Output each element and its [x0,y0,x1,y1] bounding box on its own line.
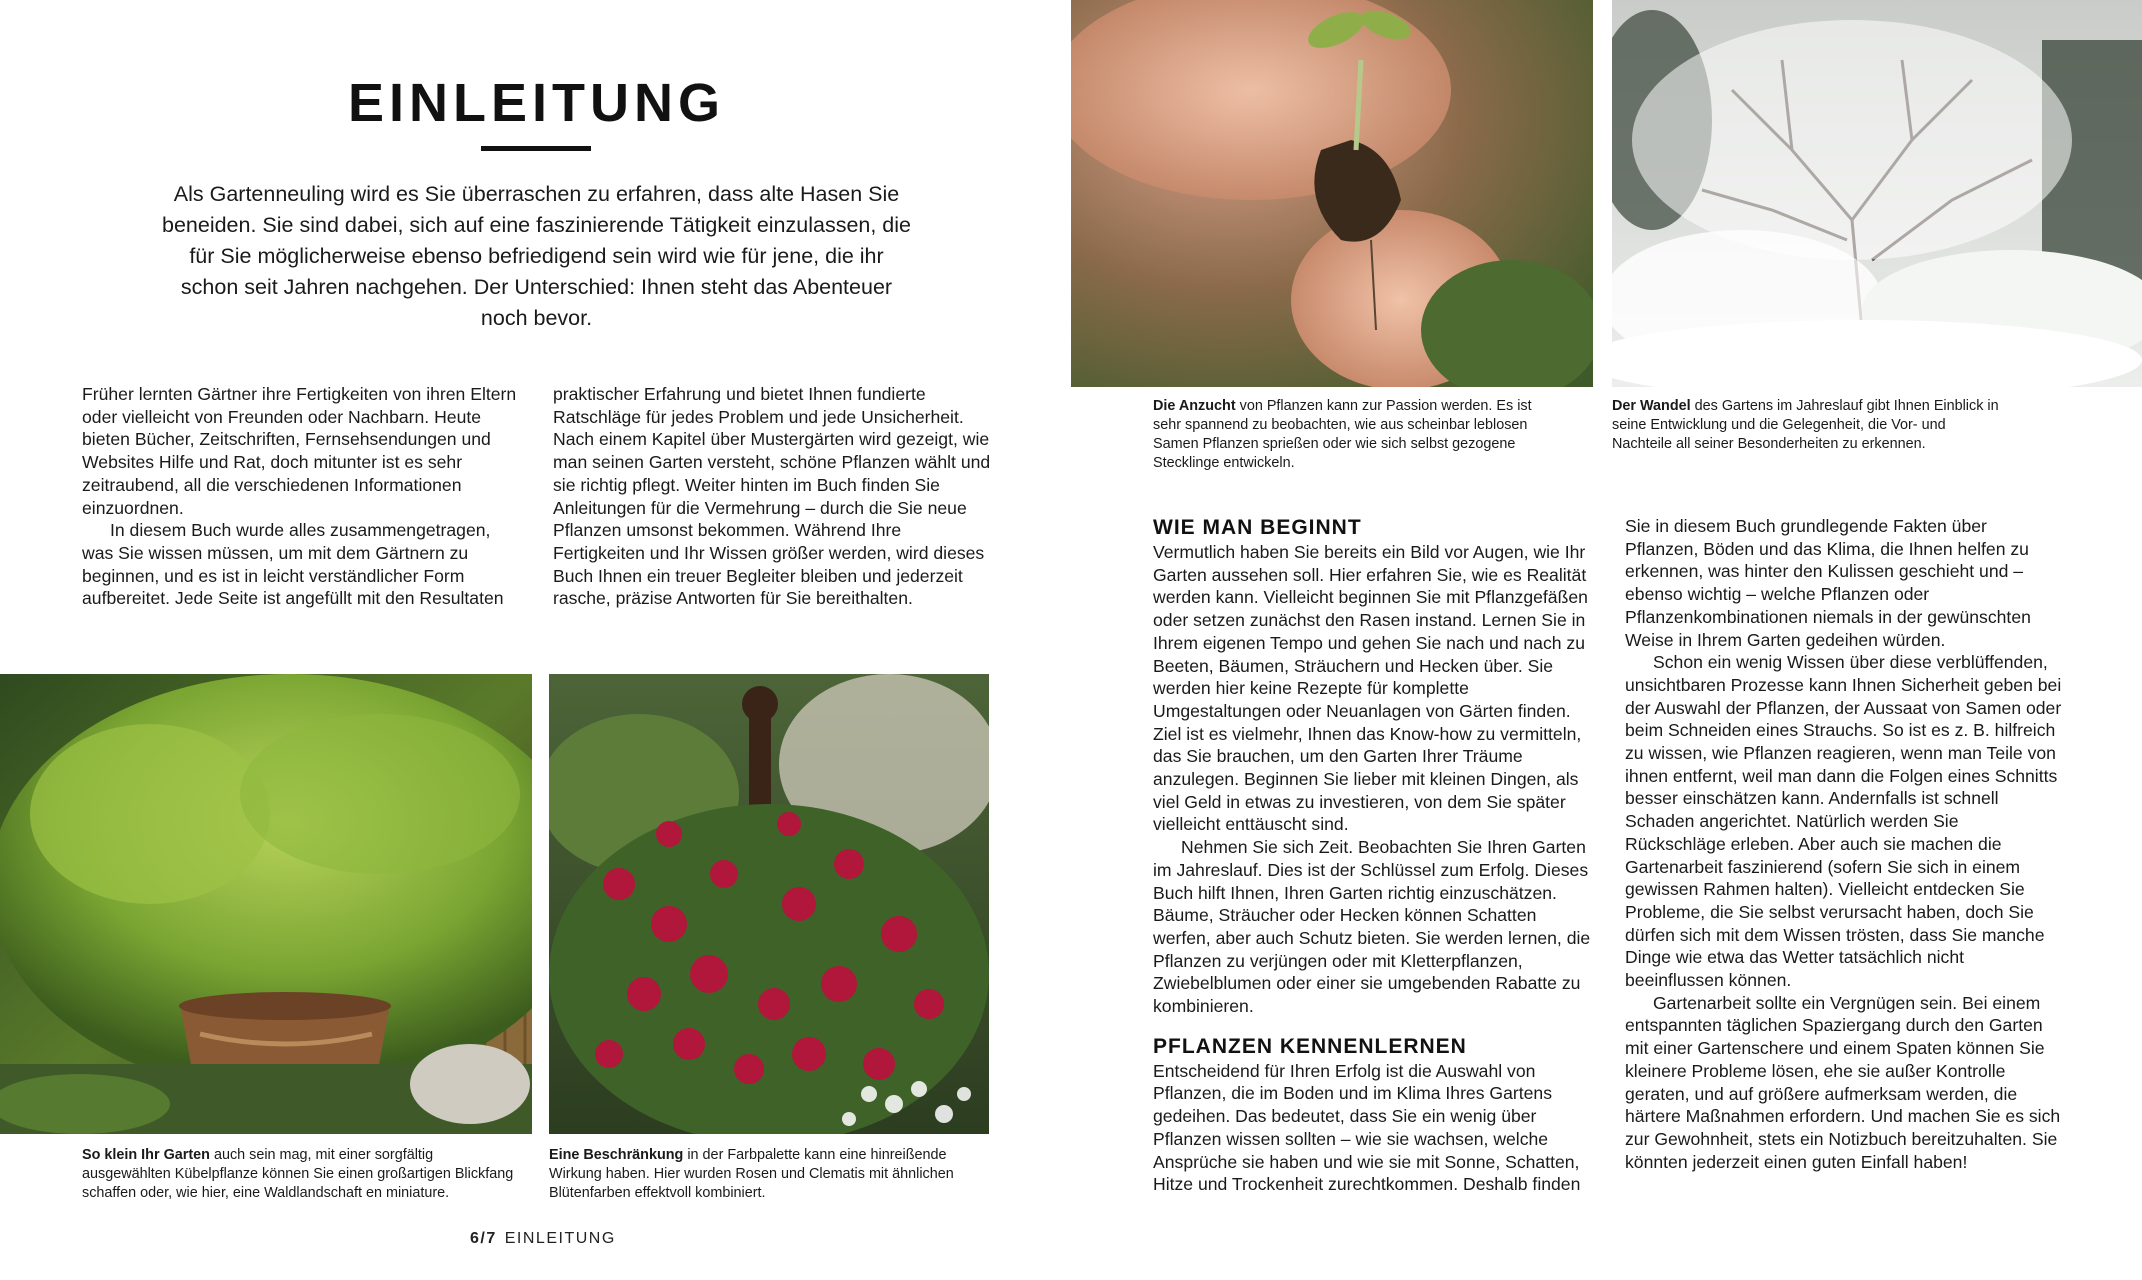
winter-tree-photo [1612,0,2142,387]
caption-winter [1612,397,2002,454]
caption-roses [549,1146,989,1203]
heading-wie-man-beginnt: WIE MAN BEGINNT [1153,516,1362,539]
caption-bamboo-lead: So klein Ihr Garten [82,1147,210,1163]
roses-photo [549,674,989,1134]
folio-number: 6/7 [470,1230,497,1247]
body-paragraph-1: Früher lernten Gärtner ihre Fertigkeiten von ihren Eltern oder vielleicht von Freunden oder Nachbarn. Heute bieten Bücher, Zeitschriften, Fernsehsendungen und Websites Hilfe und Rat, doch mitunter ist es sehr zeitraubend, all die verschiedenen Informationen einzuordnen. [82,384,517,518]
right-paragraph-3: Entscheidend für Ihren Erfolg ist die Auswahl von Pflanzen, die im Boden und im Klima Ihres Gartens gedeihen. Das bedeutet, dass Sie ein wenig über Pflanzen wissen sollten – wie sie wachsen, welche Ansprüche sie haben und wie sie mit Sonne, Schatten, Hitze und Trockenheit zurechtkommen. Deshalb finden Sie in diesem Buch grundlegende Fakten über Pflanzen, Böden und das Klima, die Ihnen helfen zu erkennen, was hinter den Kulissen geschieht und – ebenso wichtig – welche Pflanzen oder Pflanzenkombinationen niemals in der gewünschten Weise in Ihrem Garten gedeihen würden. [1153,516,2031,1195]
caption-bamboo [82,1146,522,1203]
right-paragraph-1: Vermutlich haben Sie bereits ein Bild vor Augen, wie Ihr Garten aussehen soll. Hier erfahren Sie, wie es Realität werden kann. Vielleicht beginnen Sie mit Pflanzgefäßen oder setzen zunächst den Rasen instand. Lernen Sie in Ihrem eigenen Tempo und gehen Sie nach und nach zu Beeten, Bäumen, Sträuchern und Hecken über. Sie werden hier keine Rezepte für komplette Umgestaltungen oder Neuanlagen von Gärten finden. Ziel ist es vielmehr, Ihnen das Know-how zu vermitteln, das Sie brauchen, um den Garten Ihrer Träume anzulegen. Beginnen Sie lieber mit kleinen Dingen, als viel Geld in etwas zu investieren, von dem Sie später vielleicht enttäuscht sind. [1153,542,1588,835]
caption-seedling-text: von Pflanzen kann zur Passion werden. Es ist sehr spannend zu beobachten, wie aus scheinbar leblosen Samen Pflanzen sprießen oder wie sich selbst gezogene Stecklinge entwickeln. [1153,398,1532,471]
right-paragraph-4: Schon ein wenig Wissen über diese verblüffenden, unsichtbaren Prozesse kann Ihnen Sicherheit geben bei der Auswahl der Pflanzen, der Aussaat von Samen oder beim Schneiden eines Strauchs. So ist es z. B. hilfreich zu wissen, wie Pflanzen reagieren, wenn man Teile von ihnen entfernt, weil man dann die Folgen eines Schnitts besser einschätzen kann. Andernfalls ist schnell Schaden angerichtet. Natürlich werden Sie Rückschläge erleben. Aber auch sie machen die Gartenarbeit faszinierend (sofern Sie sich in einem gewissen Rahmen halten). Vielleicht entdecken Sie Probleme, die Sie selbst verursacht haben, doch Sie dürfen sich mit dem Wissen trösten, dass Sie manche Dinge wie etwa das Wetter tatsächlich nicht beeinflussen können. [1625,652,2062,991]
body-paragraph-2: In diesem Buch wurde alles zusammengetragen, was Sie wissen müssen, um mit dem Gärtnern zu beginnen, und es ist in leicht verständlicher Form aufbereitet. Jede Seite ist angefüllt mit den Resultaten praktischer Erfahrung und bietet Ihnen fundierte Ratschläge für jedes Problem und jede Unsicherheit. Nach einem Kapitel über Mustergärten wird gezeigt, wie man seinen Garten versteht, schöne Pflanzen wählt und sie richtig pflegt. Weiter hinten im Buch finden Sie Anleitungen für die Vermehrung – durch die Sie neue Pflanzen umsonst bekommen. Während Ihre Fertigkeiten und Ihr Wissen größer werden, wird dieses Buch Ihnen ein treuer Begleiter bleiben und jederzeit rasche, präzise Antworten für Sie bereithalten. [82,384,991,609]
seedling-photo [1071,0,1593,387]
left-body-text [82,383,992,618]
title-underline [481,146,591,151]
caption-seedling-lead: Die Anzucht [1153,398,1236,414]
page-folio [470,1230,616,1248]
intro-paragraph [160,179,913,334]
caption-roses-lead: Eine Beschränkung [549,1147,684,1163]
right-body-text [1153,515,2063,1210]
right-paragraph-5: Gartenarbeit sollte ein Vergnügen sein. Bei einem entspannten täglichen Spaziergang durch den Garten mit einer Gartenschere und einem Spaten können Sie kleinere Probleme lösen, ehe sie außer Kontrolle geraten, und auf größere aufmerksam werden, die härtere Maßnahmen erfordern. Und machen Sie es sich zur Gewohnheit, stets ein Notizbuch bereitzuhalten. Sie könnten jederzeit einen guten Einfall haben! [1625,992,2061,1172]
folio-label: EINLEITUNG [504,1230,616,1247]
heading-pflanzen-kennenlernen: PFLANZEN KENNENLERNEN [1153,1034,1467,1058]
bamboo-photo [0,674,532,1134]
caption-winter-text: des Gartens im Jahreslauf gibt Ihnen Einblick in seine Entwicklung und die Gelegenheit, die Vor- und Nachteile all seiner Besonderheiten zu erkennen. [1612,398,1999,452]
caption-seedling [1153,397,1553,473]
page-title: EINLEITUNG [347,73,725,133]
intro-text: Als Gartenneuling wird es Sie überraschen zu erfahren, dass alte Hasen Sie beneiden. Sie sind dabei, sich auf eine faszinierende Tätigkeit einzulassen, die für Sie möglicherweise ebenso befriedigend sein wird wie für jene, die ihr schon seit Jahren nachgehen. Der Unterschied: Ihnen steht das Abenteuer noch bevor. [161,182,911,330]
right-paragraph-2: Nehmen Sie sich Zeit. Beobachten Sie Ihren Garten im Jahreslauf. Dies ist der Schlüssel zum Erfolg. Dieses Buch hilft Ihnen, Ihren Garten richtig einzuschätzen. Bäume, Sträucher oder Hecken können Schatten werfen, aber auch Schutz bieten. Sie werden lernen, die Pflanzen zu verjüngen oder mit Kletterpflanzen, Zwiebelblumen oder einer sie umgebenden Rabatte zu kombinieren. [1153,837,1591,1017]
caption-bamboo-text: auch sein mag, mit einer sorgfältig ausgewählten Kübelpflanze können Sie einen großartigen Blickfang schaffen oder, wie hier, eine Waldlandschaft en miniature. [82,1147,514,1201]
caption-roses-text: in der Farbpalette kann eine hinreißende Wirkung haben. Hier wurden Rosen und Clematis mit ähnlichen Blütenfarben effektvoll kombiniert. [549,1147,954,1201]
caption-winter-lead: Der Wandel [1612,398,1691,414]
